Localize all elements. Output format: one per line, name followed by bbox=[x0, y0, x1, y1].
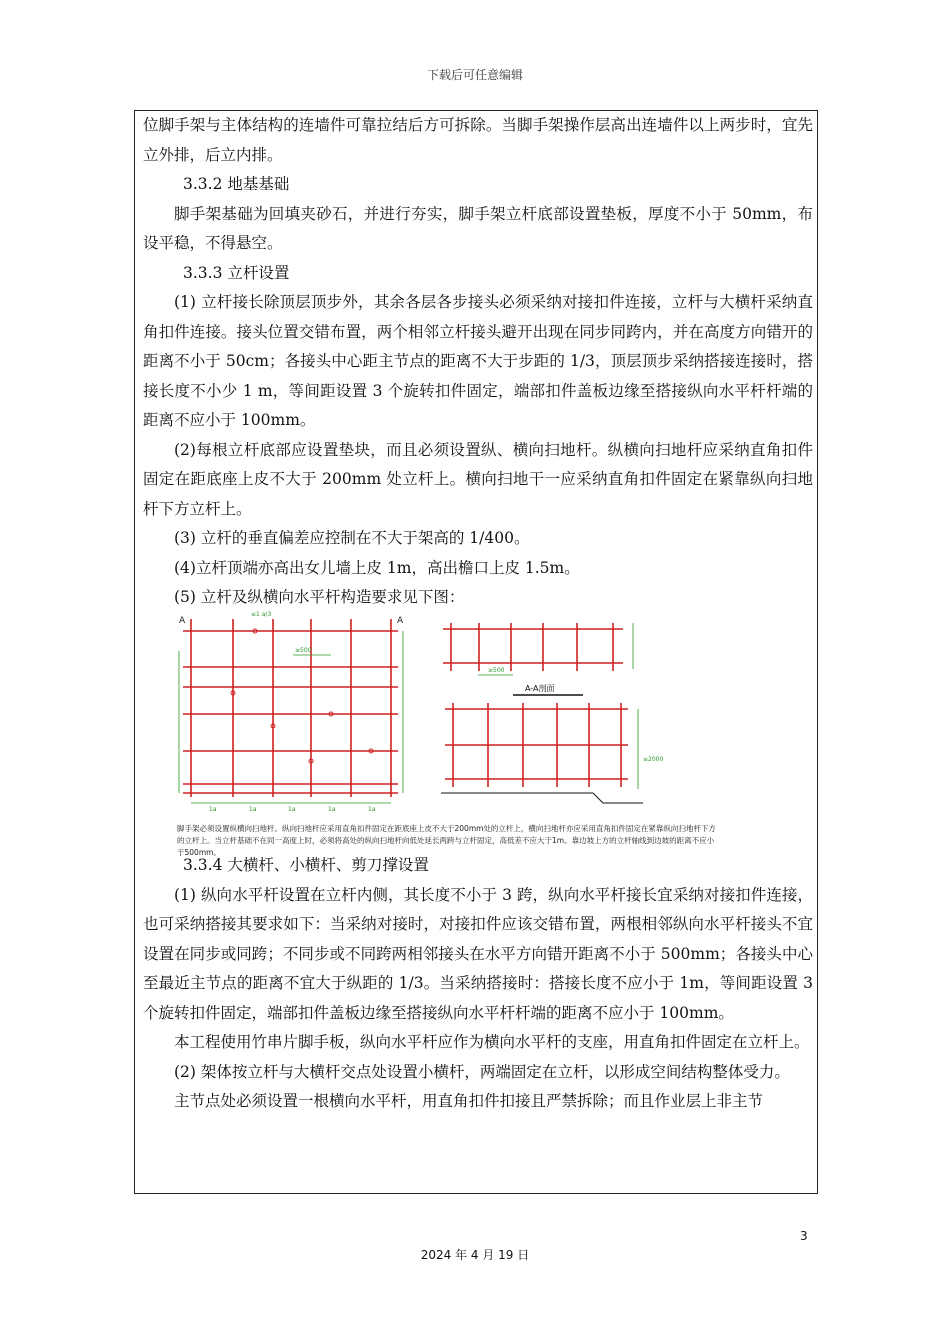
section-label: A-A剖面 bbox=[525, 684, 555, 693]
elevation-grid bbox=[183, 619, 398, 797]
plan-grid bbox=[443, 623, 623, 671]
paragraph: (1) 立杆接长除顶层顶步外，其余各层各步接头必须采纳对接扣件连接，立杆与大横杆采纳直角扣件连接。接头位置交错布置，两个相邻立杆接头避开出现在同步同跨内，并在高度方向错开的距离不小于 50cm；各接头中心距主节点的距离不大于步距的 1/3，顶层顶步采纳搭接连接时，搭接长度不小少 1 m，等间距设置 3 个旋转扣件固定，端部扣件盖板边缘至搭接纵向水平杆杆端的距离不应小于 100mm。 bbox=[143, 293, 813, 429]
dimension-lines bbox=[179, 623, 638, 803]
paragraph: (1) 纵向水平杆设置在立杆内侧，其长度不小于 3 跨，纵向水平杆接长宜采纳对接扣件连接，也可采纳搭接其要求如下：当采纳对接时，对接扣件应该交错布置，两根相邻纵向水平杆接头不宜设置在同步或同跨；不同步或不同跨两相邻接头在水平方向错开距离不小于 500mm；各接头中心至最近主节点的距离不宜大于纵距的 1/3。当采纳搭接时：搭接长度不应小于 1m，等间距设置 3 个旋转扣件固定，端部扣件盖板边缘至搭接纵向水平杆杆端的距离不应小于 100mm。 bbox=[143, 885, 813, 1022]
paragraph: (4)立杆顶端亦高出女儿墙上皮 1m，高出檐口上皮 1.5m。 bbox=[174, 558, 580, 577]
dim-label: ≥500 bbox=[295, 647, 312, 654]
page-number: 3 bbox=[800, 1229, 808, 1243]
paragraph: (5) 立杆及纵横向水平杆构造要求见下图： bbox=[174, 588, 465, 606]
span-label: 1a bbox=[209, 806, 217, 813]
scaffold-drawing bbox=[173, 611, 693, 851]
section-heading: 3.3.4 大横杆、小横杆、剪刀撑设置 bbox=[183, 856, 429, 874]
dim-label: ≤1 a/3 bbox=[251, 611, 272, 618]
ground-line bbox=[441, 793, 643, 803]
span-label: 1a bbox=[249, 806, 257, 813]
paragraph: 脚手架基础为回填夹砂石，并进行夯实，脚手架立杆底部设置垫板，厚度不小于 50mm，布设平稳，不得悬空。 bbox=[143, 204, 813, 252]
span-label: 1a bbox=[328, 806, 336, 813]
dim-label: ≤2000 bbox=[643, 756, 664, 763]
paragraph: 位脚手架与主体结构的连墙件可靠拉结后方可拆除。当脚手架操作层高出连墙件以上两步时，宜先立外排，后立内排。 bbox=[143, 116, 813, 164]
section-marker-right: A bbox=[397, 616, 404, 626]
body-top bbox=[143, 111, 813, 613]
section-heading: 3.3.3 立杆设置 bbox=[183, 263, 290, 282]
section-grid bbox=[445, 703, 628, 787]
footer-date: 2024 年 4 月 19 日 bbox=[420, 1248, 530, 1262]
dim-label: ≥500 bbox=[488, 667, 505, 674]
section-heading: 3.3.2 地基基础 bbox=[183, 175, 290, 193]
span-label: 1a bbox=[368, 806, 376, 813]
paragraph: 本工程使用竹串片脚手板，纵向水平杆应作为横向水平杆的支座，用直角扣件固定在立杆上。 bbox=[174, 1033, 810, 1051]
paragraph: (2) 架体按立杆与大横杆交点处设置小横杆，两端固定在立杆，以形成空间结构整体受力。 bbox=[174, 1062, 790, 1081]
body-bottom bbox=[143, 851, 813, 1117]
paragraph: (2)每根立杆底部应设置垫块，而且必须设置纵、横向扫地杆。纵横向扫地杆应采纳直角扣件固定在距底座上皮不大于 200mm 处立杆上。横向扫地干一应采纳直角扣件固定在紧靠纵向扫地杆下方立杆上。 bbox=[143, 440, 813, 518]
page-header: 下载后可任意编辑 bbox=[426, 68, 523, 82]
span-label: 1a bbox=[288, 806, 296, 813]
content-frame bbox=[134, 110, 818, 1194]
section-marker-left: A bbox=[179, 616, 186, 626]
figure-caption: 脚手架必须设置纵横向扫地杆。纵向扫地杆应采用直角扣件固定在距底座上皮不大于200mm处的立杆上，横向扫地杆亦应采用直角扣件固定在紧靠纵向扫地杆下方的立杆上。当立杆基础不在同一高度上时，必须将高处的纵向扫地杆向低处延长两跨与立杆固定，高低差不应大于1m。靠边坡上方的立杆轴线到边坡的距离不应小于500mm。 bbox=[177, 824, 716, 857]
paragraph: 主节点处必须设置一根横向水平杆，用直角扣件扣接且严禁拆除；而且作业层上非主节 bbox=[174, 1092, 764, 1110]
paragraph: (3) 立杆的垂直偏差应控制在不大于架高的 1/400。 bbox=[174, 529, 530, 547]
